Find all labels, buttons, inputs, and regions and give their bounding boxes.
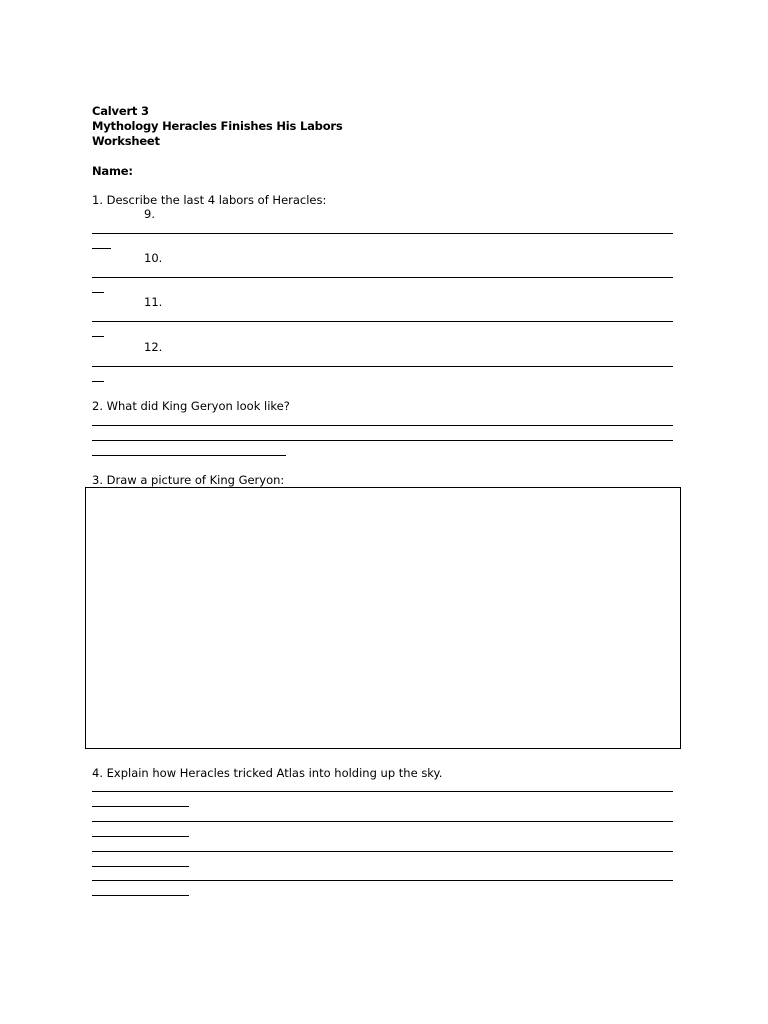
name-label: Name: — [92, 164, 133, 178]
drawing-box[interactable] — [85, 487, 681, 749]
answer-line — [92, 821, 673, 822]
course-label: Calvert 3 — [92, 104, 149, 118]
answer-line — [92, 233, 673, 234]
answer-line — [92, 836, 189, 837]
answer-line — [92, 851, 673, 852]
answer-line — [92, 425, 673, 426]
answer-line — [92, 321, 673, 322]
labor-item-number: 9. — [144, 207, 155, 221]
answer-line — [92, 455, 286, 456]
worksheet-subtitle: Worksheet — [92, 134, 160, 148]
answer-line — [92, 895, 189, 896]
question-1-prompt: 1. Describe the last 4 labors of Heracles: — [92, 193, 327, 207]
answer-line — [92, 336, 104, 337]
answer-line — [92, 292, 104, 293]
answer-line — [92, 866, 189, 867]
question-3-prompt: 3. Draw a picture of King Geryon: — [92, 473, 285, 487]
answer-line — [92, 248, 111, 249]
answer-line — [92, 366, 673, 367]
question-2-prompt: 2. What did King Geryon look like? — [92, 399, 290, 413]
answer-line — [92, 277, 673, 278]
answer-line — [92, 880, 673, 881]
answer-line — [92, 440, 673, 441]
answer-line — [92, 381, 104, 382]
worksheet-title: Mythology Heracles Finishes His Labors — [92, 119, 343, 133]
answer-line — [92, 791, 673, 792]
answer-line — [92, 806, 189, 807]
question-4-prompt: 4. Explain how Heracles tricked Atlas into holding up the sky. — [92, 766, 443, 780]
labor-item-number: 12. — [144, 340, 163, 354]
labor-item-number: 11. — [144, 295, 163, 309]
labor-item-number: 10. — [144, 251, 163, 265]
